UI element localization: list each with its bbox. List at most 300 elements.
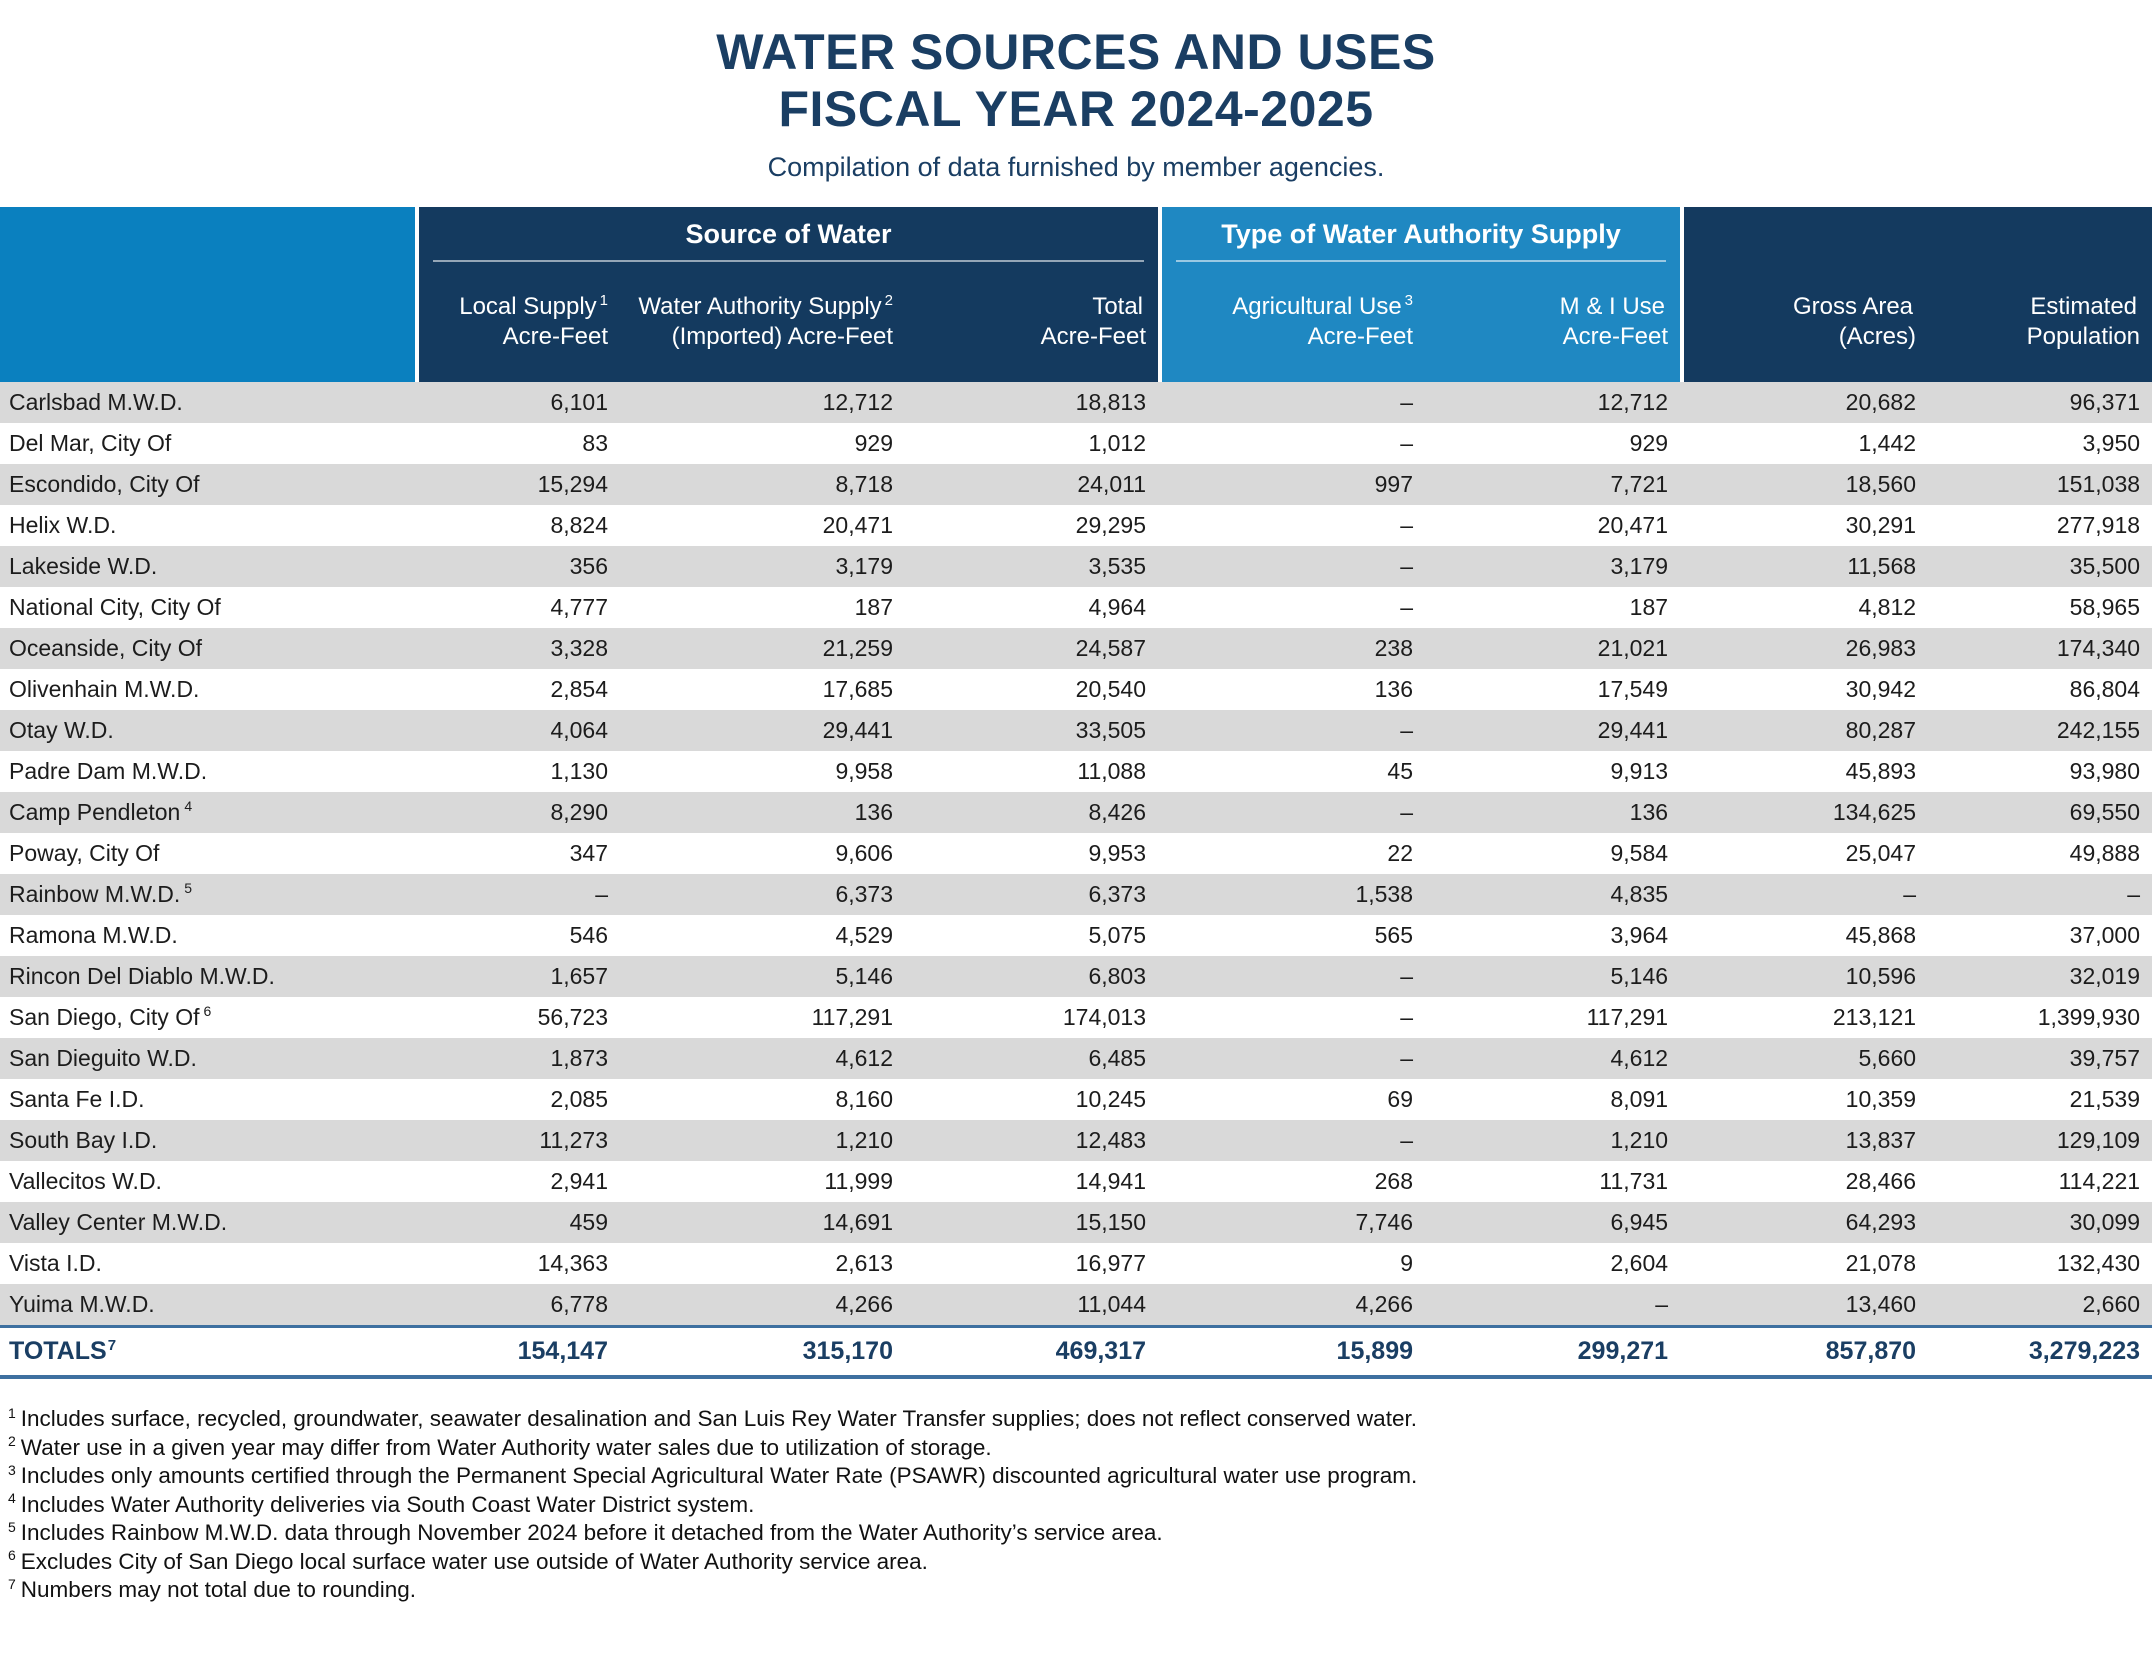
table-row	[0, 505, 2152, 546]
footnote	[8, 1405, 2152, 1434]
value-cell: –	[1158, 546, 1425, 587]
table-row	[0, 915, 2152, 956]
agency-name: National City, City Of	[9, 594, 221, 620]
value-cell: 21,078	[1845, 1250, 1917, 1276]
agency-name-cell	[0, 382, 415, 423]
totals-value-cell: 3,279,223	[1928, 1325, 2152, 1379]
value-cell: 3,964	[1610, 922, 1669, 948]
value-cell: 8,426	[905, 792, 1158, 833]
value-cell: 4,529	[835, 922, 893, 948]
value-cell: 49,888	[2069, 840, 2141, 866]
value-cell: 13,837	[1680, 1120, 1928, 1161]
value-cell: 132,430	[2056, 1250, 2141, 1276]
table-row	[0, 1243, 2152, 1284]
value-cell: 20,471	[822, 512, 893, 538]
value-cell: 565	[1374, 922, 1414, 948]
value-cell: 929	[1629, 430, 1669, 456]
value-cell: 29,441	[1425, 710, 1680, 751]
value-cell: 29,295	[1075, 512, 1147, 538]
value-cell: –	[1158, 1120, 1425, 1161]
agency-footnote-marker: 5	[184, 880, 193, 897]
column-header-line2: Acre-Feet	[1562, 323, 1669, 350]
value-cell: 30,291	[1845, 512, 1917, 538]
footnote-marker: 1	[599, 292, 608, 309]
value-cell: 5,146	[1425, 956, 1680, 997]
value-cell: 45,893	[1845, 758, 1917, 784]
value-cell: 2,941	[550, 1168, 608, 1194]
value-cell: 64,293	[1680, 1202, 1928, 1243]
column-header-line1	[620, 292, 893, 322]
column-header-agricultural-use	[1158, 262, 1425, 382]
value-cell: –	[415, 874, 620, 915]
agency-name: San Diego, City Of	[9, 1004, 200, 1030]
value-cell: 4,266	[620, 1284, 905, 1325]
agency-name-cell	[0, 792, 415, 833]
value-cell: –	[1680, 874, 1928, 915]
footnote	[8, 1548, 2152, 1577]
value-cell: 20,682	[1680, 382, 1928, 423]
value-cell: 14,363	[537, 1250, 608, 1276]
value-cell: 9,953	[1088, 840, 1147, 866]
table-row	[0, 423, 2152, 464]
footnote-text: Includes Water Authority deliveries via South Coast Water District system.	[20, 1491, 755, 1517]
value-cell: 6,803	[905, 956, 1158, 997]
value-cell: 93,980	[2069, 758, 2141, 784]
value-cell: 2,660	[1928, 1284, 2152, 1325]
agency-name-cell	[0, 997, 415, 1038]
value-cell: 238	[1158, 628, 1425, 669]
value-cell: 24,011	[905, 464, 1158, 505]
value-cell: 18,560	[1680, 464, 1928, 505]
value-cell: –	[1158, 1038, 1425, 1079]
value-cell: 25,047	[1845, 840, 1917, 866]
title-block	[0, 0, 2152, 182]
footnote-marker: 3	[8, 1461, 16, 1478]
value-cell: 11,273	[415, 1120, 620, 1161]
value-cell: 174,013	[1062, 1004, 1147, 1030]
value-cell: 13,460	[1680, 1284, 1928, 1325]
totals-value-cell: 857,870	[1680, 1325, 1928, 1379]
footnote-text: Water use in a given year may differ from Water Authority water sales due to utilization of storage.	[20, 1434, 992, 1460]
column-header-text: M & I Use	[1559, 293, 1666, 320]
value-cell: 4,612	[620, 1038, 905, 1079]
agency-name-cell	[0, 1120, 415, 1161]
value-cell: 997	[1158, 464, 1425, 505]
value-cell: 1,210	[620, 1120, 905, 1161]
agency-name-cell	[0, 956, 415, 997]
value-cell: 69,550	[1928, 792, 2152, 833]
totals-value-cell: 469,317	[905, 1325, 1158, 1379]
table-row	[0, 1161, 2152, 1202]
value-cell: 1,210	[1425, 1120, 1680, 1161]
value-cell: 1,538	[1158, 874, 1425, 915]
column-header-line2: Population	[2026, 323, 2141, 350]
value-cell: 4,964	[1088, 594, 1147, 620]
value-cell: 30,942	[1845, 676, 1917, 702]
value-cell: 5,660	[1680, 1038, 1928, 1079]
agency-name: Del Mar, City Of	[9, 430, 172, 456]
value-cell: 3,328	[415, 628, 620, 669]
agency-name: Valley Center M.W.D.	[9, 1209, 228, 1235]
value-cell: 24,587	[905, 628, 1158, 669]
page-subtitle: Compilation of data furnished by member agencies.	[767, 152, 1385, 182]
column-header-line2: (Imported) Acre-Feet	[671, 323, 893, 350]
agency-footnote-marker: 4	[184, 798, 193, 815]
value-cell: 16,977	[1075, 1250, 1147, 1276]
table-row	[0, 546, 2152, 587]
agency-name-cell	[0, 669, 415, 710]
page-title-line2: FISCAL YEAR 2024-2025	[778, 81, 1374, 137]
value-cell: 242,155	[1928, 710, 2152, 751]
value-cell: 9	[1400, 1250, 1414, 1276]
value-cell: 33,505	[905, 710, 1158, 751]
column-header-local-supply	[415, 262, 620, 382]
column-header-water-authority-supply	[620, 262, 905, 382]
footnote-marker: 3	[1404, 292, 1414, 309]
group-header-source-of-water	[415, 207, 1158, 262]
group-title-source-of-water: Source of Water	[433, 207, 1144, 262]
value-cell: 83	[582, 430, 608, 456]
value-cell: 80,287	[1680, 710, 1928, 751]
agency-name: Rincon Del Diablo M.W.D.	[9, 963, 275, 989]
value-cell: 56,723	[537, 1004, 608, 1030]
value-cell: 14,691	[620, 1202, 905, 1243]
value-cell: 58,965	[2069, 594, 2141, 620]
agency-name-cell	[0, 628, 415, 669]
totals-row	[0, 1325, 2152, 1379]
column-header-text: Estimated	[2030, 293, 2138, 320]
footnote	[8, 1462, 2152, 1491]
value-cell: 15,294	[415, 464, 620, 505]
table-row	[0, 874, 2152, 915]
value-cell: –	[1928, 874, 2152, 915]
value-cell: 15,150	[905, 1202, 1158, 1243]
footnote-text: Includes surface, recycled, groundwater, seawater desalination and San Luis Rey Water Transfer supplies; does not reflect conserved water.	[20, 1406, 1417, 1431]
value-cell: 1,442	[1858, 430, 1917, 456]
value-cell: 14,941	[1075, 1168, 1147, 1194]
agency-name: Yuima M.W.D.	[9, 1291, 155, 1317]
value-cell: 11,731	[1599, 1168, 1669, 1194]
page-title-line1: WATER SOURCES AND USES	[716, 24, 1436, 80]
value-cell: 1,012	[1088, 430, 1147, 456]
agency-name: Lakeside W.D.	[9, 553, 158, 579]
table-row	[0, 464, 2152, 505]
table-row	[0, 1038, 2152, 1079]
agency-name-cell	[0, 751, 415, 792]
value-cell: 10,359	[1845, 1086, 1917, 1112]
value-cell: 459	[415, 1202, 620, 1243]
corner-cell	[0, 207, 415, 382]
agency-name: Ramona M.W.D.	[9, 922, 178, 948]
agency-name-cell	[0, 505, 415, 546]
agency-name-cell	[0, 1038, 415, 1079]
value-cell: 37,000	[2069, 922, 2141, 948]
value-cell: 21,539	[2069, 1086, 2141, 1112]
value-cell: 356	[415, 546, 620, 587]
value-cell: 2,613	[835, 1250, 893, 1276]
column-header-line1	[419, 292, 608, 322]
value-cell: 6,373	[620, 874, 905, 915]
value-cell: 136	[1374, 676, 1414, 702]
agency-name-cell	[0, 1284, 415, 1325]
value-cell: 117,291	[811, 1004, 893, 1030]
group-header-type-of-supply	[1158, 207, 1680, 262]
agency-name: San Dieguito W.D.	[9, 1045, 197, 1071]
value-cell: 8,160	[835, 1086, 893, 1112]
value-cell: 4,266	[1158, 1284, 1425, 1325]
agency-name: Oceanside, City Of	[9, 635, 203, 661]
footnote	[8, 1434, 2152, 1463]
footnote-marker: 2	[8, 1433, 16, 1449]
value-cell: 187	[1629, 594, 1669, 620]
value-cell: 3,179	[620, 546, 905, 587]
value-cell: 86,804	[2069, 676, 2141, 702]
value-cell: 17,685	[822, 676, 893, 702]
value-cell: 28,466	[1845, 1168, 1917, 1194]
table-row	[0, 1120, 2152, 1161]
value-cell: –	[1158, 792, 1425, 833]
totals-label: TOTALS	[9, 1337, 107, 1365]
agency-name: Carlsbad M.W.D.	[9, 389, 183, 415]
column-header-text: Local Supply	[459, 293, 597, 320]
value-cell: 136	[1425, 792, 1680, 833]
value-cell: 6,101	[415, 382, 620, 423]
agency-name-cell	[0, 546, 415, 587]
table-footer	[0, 1325, 2152, 1379]
table-row	[0, 956, 2152, 997]
column-header-text: Agricultural Use	[1232, 293, 1402, 320]
value-cell: 7,721	[1425, 464, 1680, 505]
table-row	[0, 751, 2152, 792]
value-cell: 1,657	[415, 956, 620, 997]
column-header-line1	[1684, 292, 1916, 322]
value-cell: 4,612	[1425, 1038, 1680, 1079]
agency-name-cell	[0, 587, 415, 628]
column-header-estimated-population	[1928, 262, 2152, 382]
agency-name: South Bay I.D.	[9, 1127, 158, 1153]
value-cell: 18,813	[905, 382, 1158, 423]
value-cell: 32,019	[1928, 956, 2152, 997]
totals-value-cell: 15,899	[1158, 1325, 1425, 1379]
column-header-line1	[1928, 292, 2140, 322]
value-cell: 187	[854, 594, 893, 620]
column-header-gross-area	[1680, 262, 1928, 382]
value-cell: 12,712	[620, 382, 905, 423]
value-cell: 30,099	[1928, 1202, 2152, 1243]
group-title-type-of-supply: Type of Water Authority Supply	[1176, 207, 1666, 262]
footnote-marker: 5	[8, 1518, 16, 1535]
value-cell: 929	[854, 430, 893, 456]
agency-name-cell	[0, 1202, 415, 1243]
value-cell: 4,835	[1425, 874, 1680, 915]
footnote-marker: 1	[8, 1404, 16, 1421]
footnote-marker: 7	[107, 1336, 117, 1354]
footnote-text: Includes only amounts certified through the Permanent Special Agricultural Water Rate (PSAWR) discounted agricultural water use program.	[20, 1463, 1418, 1488]
value-cell: 9,584	[1610, 840, 1669, 866]
agency-name-cell	[0, 1079, 415, 1120]
agency-name-cell	[0, 710, 415, 751]
column-header-total	[905, 262, 1158, 382]
column-header-line2: Acre-Feet	[1040, 323, 1147, 350]
value-cell: 35,500	[1928, 546, 2152, 587]
footnote-text: Excludes City of San Diego local surface water use outside of Water Authority service area.	[20, 1548, 928, 1574]
water-sources-table	[0, 207, 2152, 1379]
value-cell: 8,290	[415, 792, 620, 833]
agency-name: Poway, City Of	[9, 840, 160, 866]
value-cell: –	[1158, 382, 1425, 423]
value-cell: 129,109	[1928, 1120, 2152, 1161]
value-cell: 29,441	[620, 710, 905, 751]
column-header-line2: Acre-Feet	[502, 323, 608, 350]
value-cell: 9,913	[1610, 758, 1669, 784]
value-cell: 4,064	[415, 710, 620, 751]
value-cell: 17,549	[1597, 676, 1669, 702]
value-cell: 174,340	[1928, 628, 2152, 669]
value-cell: 4,812	[1858, 594, 1917, 620]
value-cell: 347	[569, 840, 608, 866]
value-cell: 1,873	[415, 1038, 620, 1079]
agency-name: Otay W.D.	[9, 717, 114, 743]
value-cell: 4,777	[550, 594, 608, 620]
agency-name-cell	[0, 464, 415, 505]
value-cell: 21,259	[620, 628, 905, 669]
value-cell: 10,596	[1680, 956, 1928, 997]
value-cell: 1,130	[550, 758, 608, 784]
agency-name: Santa Fe I.D.	[9, 1086, 145, 1112]
agency-name: Olivenhain M.W.D.	[9, 676, 200, 702]
agency-name: Camp Pendleton	[9, 799, 181, 825]
footnote-marker: 7	[8, 1575, 16, 1592]
value-cell: 136	[620, 792, 905, 833]
value-cell: –	[1158, 710, 1425, 751]
value-cell: 6,778	[415, 1284, 620, 1325]
value-cell: 151,038	[1928, 464, 2152, 505]
agency-name-cell	[0, 833, 415, 874]
value-cell: 11,568	[1680, 546, 1928, 587]
value-cell: 96,371	[1928, 382, 2152, 423]
value-cell: 3,950	[2082, 430, 2141, 456]
value-cell: 2,604	[1610, 1250, 1669, 1276]
value-cell: 5,146	[620, 956, 905, 997]
value-cell: –	[1400, 430, 1414, 456]
value-cell: 7,746	[1158, 1202, 1425, 1243]
value-cell: 12,483	[905, 1120, 1158, 1161]
table-row	[0, 1079, 2152, 1120]
value-cell: –	[1425, 1284, 1680, 1325]
agency-name-cell	[0, 1243, 415, 1284]
table-row	[0, 669, 2152, 710]
value-cell: 2,085	[550, 1086, 608, 1112]
table-row	[0, 1284, 2152, 1325]
value-cell: 11,044	[905, 1284, 1158, 1325]
column-header-line1	[905, 292, 1146, 322]
footnote	[8, 1576, 2152, 1605]
column-header-line1	[1425, 292, 1668, 322]
totals-label-cell	[0, 1325, 415, 1379]
value-cell: 21,021	[1425, 628, 1680, 669]
value-cell: 20,540	[1075, 676, 1147, 702]
value-cell: 6,945	[1425, 1202, 1680, 1243]
footnote-text: Numbers may not total due to rounding.	[20, 1577, 417, 1602]
value-cell: 3,179	[1425, 546, 1680, 587]
totals-value-cell: 299,271	[1425, 1325, 1680, 1379]
value-cell: –	[1158, 956, 1425, 997]
value-cell: 546	[569, 922, 608, 948]
totals-value-cell: 315,170	[620, 1325, 905, 1379]
footnotes	[8, 1405, 2152, 1605]
footnote-marker: 4	[8, 1490, 16, 1506]
value-cell: 117,291	[1586, 1004, 1669, 1030]
table-row	[0, 587, 2152, 628]
footnote	[8, 1519, 2152, 1548]
column-header-mi-use	[1425, 262, 1680, 382]
table-row	[0, 382, 2152, 423]
value-cell: 9,958	[835, 758, 893, 784]
agency-name: Rainbow M.W.D.	[9, 881, 181, 907]
value-cell: 11,999	[824, 1168, 893, 1194]
totals-value-cell: 154,147	[415, 1325, 620, 1379]
value-cell: 213,121	[1832, 1004, 1917, 1030]
value-cell: 10,245	[1075, 1086, 1147, 1112]
agency-name: Vallecitos W.D.	[9, 1168, 162, 1194]
value-cell: 8,718	[620, 464, 905, 505]
column-header-line1	[1162, 292, 1413, 322]
value-cell: –	[1400, 512, 1414, 538]
column-header-text: Gross Area	[1792, 293, 1914, 320]
table-row	[0, 710, 2152, 751]
value-cell: 9,606	[835, 840, 893, 866]
agency-name: Padre Dam M.W.D.	[9, 758, 208, 784]
value-cell: –	[1400, 594, 1414, 620]
table-row	[0, 997, 2152, 1038]
value-cell: 69	[1387, 1086, 1414, 1112]
value-cell: 45	[1387, 758, 1414, 784]
value-cell: 39,757	[1928, 1038, 2152, 1079]
table-row	[0, 628, 2152, 669]
column-header-text: Water Authority Supply	[638, 293, 882, 320]
agency-name-cell	[0, 1161, 415, 1202]
column-header-line2: Acre-Feet	[1307, 323, 1414, 350]
value-cell: 45,868	[1845, 922, 1917, 948]
column-header-line2: (Acres)	[1838, 323, 1917, 350]
value-cell: 277,918	[2056, 512, 2141, 538]
value-cell: 1,399,930	[2037, 1004, 2141, 1030]
value-cell: 114,221	[2058, 1168, 2141, 1194]
value-cell: 2,854	[550, 676, 608, 702]
group-header-area-population	[1680, 207, 2152, 262]
agency-footnote-marker: 6	[203, 1003, 212, 1020]
table-row	[0, 833, 2152, 874]
agency-name: Vista I.D.	[9, 1250, 102, 1276]
value-cell: 3,535	[905, 546, 1158, 587]
value-cell: 11,088	[1077, 758, 1147, 784]
table-header	[0, 207, 2152, 382]
column-header-text: Total	[1092, 293, 1144, 320]
agency-name-cell	[0, 874, 415, 915]
value-cell: –	[1400, 1004, 1414, 1030]
agency-name-cell	[0, 423, 415, 464]
value-cell: 20,471	[1597, 512, 1669, 538]
value-cell: 12,712	[1425, 382, 1680, 423]
value-cell: 134,625	[1680, 792, 1928, 833]
table-row	[0, 792, 2152, 833]
agency-name-cell	[0, 915, 415, 956]
value-cell: 26,983	[1680, 628, 1928, 669]
agency-name: Escondido, City Of	[9, 471, 200, 497]
value-cell: 268	[1374, 1168, 1414, 1194]
footnote-marker: 2	[884, 292, 893, 309]
value-cell: 8,824	[550, 512, 608, 538]
